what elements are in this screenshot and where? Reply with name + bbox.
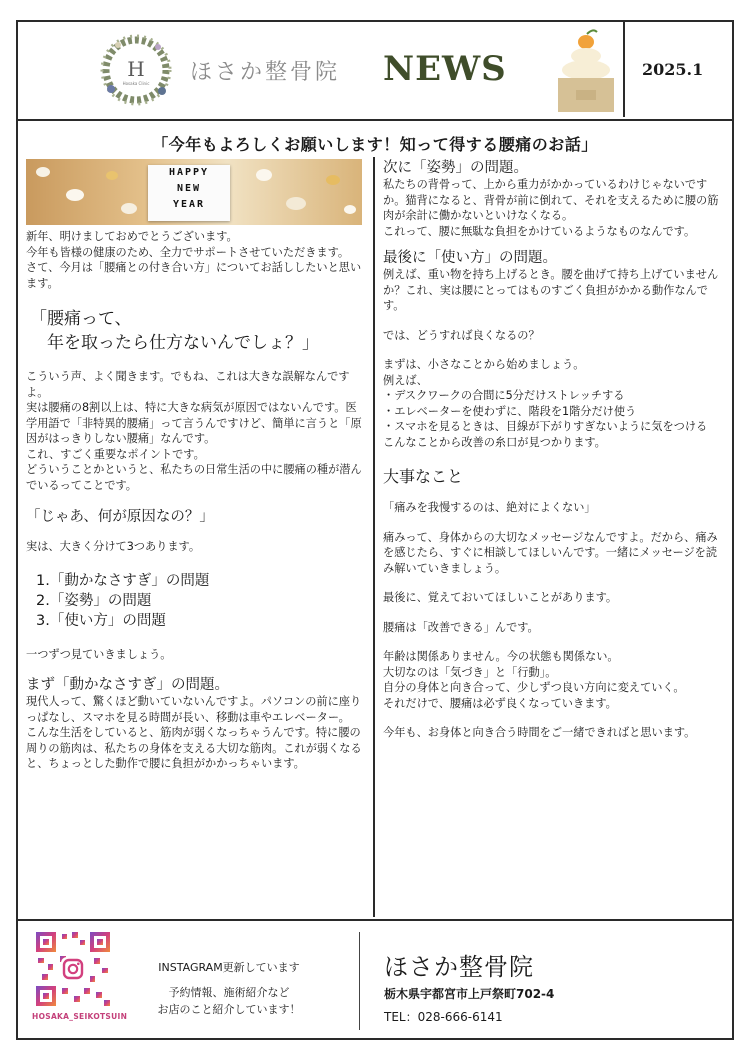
header	[18, 22, 732, 121]
one-by-one: 一つずつ見ていきましょう。	[26, 647, 172, 661]
subtext-line: お店のこと紹介しています！	[157, 1003, 301, 1016]
tip-item: ・エレベーターを使わずに、階段を1階分だけ使う	[383, 404, 637, 418]
quote-line: 年を取ったら仕方ないんでしょ？」	[30, 333, 319, 353]
paragraph: 大切なのは「気づき」と「行動」。	[383, 665, 557, 679]
paragraph: これ、すごく重要なポイントです。	[26, 447, 205, 461]
important-body: 痛みって、身体からの大切なメッセージなんですよ。だから、痛みを感じたら、すぐに相談してほしいんです。一緒にメッセージを読み解いていきましょう。	[383, 530, 718, 575]
headline: 「今年もよろしくお願いします！知って得する腰痛のお話」	[152, 135, 598, 154]
footer-clinic-name: ほさか整骨院	[384, 953, 534, 981]
logo-caption: Hosaka Clinic	[122, 81, 150, 86]
paragraph: 新年、明けましておめでとうございます。	[26, 230, 238, 243]
causes-list	[36, 571, 362, 631]
intro	[26, 229, 362, 291]
paragraph: 例えば、重い物を持ち上げるとき。腰を曲げて持ち上げていませんか？これ、実は腰にとってはものすごく負担がかかる動作なんです。	[383, 268, 719, 312]
section-title-posture: 次に「姿勢」の問題。	[383, 160, 528, 176]
qr-code-icon[interactable]	[34, 930, 112, 1008]
tip-item: ・デスクワークの合間に5分だけストレッチする	[383, 389, 625, 402]
paragraph: 私たちの背骨って、上から重力がかかっているわけじゃないですか。猫背になると、背骨が前に倒れて、それを支えるために腰の筋肉が余計に働かないといけなくなる。	[383, 178, 719, 222]
subtext-line: 予約情報、施術紹介など	[168, 986, 290, 999]
happy-new-year-board	[148, 165, 230, 221]
logo-monogram: H	[127, 57, 145, 81]
paragraph: それだけで、腰痛は必ず良くなっていきます。	[383, 696, 617, 710]
section-title-usage: 最後に「使い方」の問題。	[383, 250, 557, 266]
newsletter-page	[16, 20, 734, 1040]
clinic-name-header: ほさか整骨院	[190, 60, 341, 85]
paragraph: 現代人って、驚くほど動いていないんですよ。パソコンの前に座りっぱなし、スマホを見る時間が長い、移動は車やエレベーター。	[26, 695, 362, 724]
paragraph: こんなことから改善の糸口が見つかります。	[383, 435, 606, 449]
paragraph: 今年も皆様の健康のため、全力でサポートさせていただきます。	[26, 245, 350, 259]
causes-intro: 実は、大きく分けて3つあります。	[26, 540, 201, 553]
section-body-posture	[383, 177, 724, 239]
left-column	[26, 159, 362, 772]
instagram-subtext	[124, 984, 334, 1018]
last-intro: 最後に、覚えておいてほしいことがあります。	[383, 591, 618, 604]
board-line: YEAR	[172, 199, 206, 210]
then-question: では、どうすれば良くなるの？	[383, 328, 540, 342]
body-text	[26, 369, 362, 493]
paragraph: 実は腰痛の8割以上は、特に大きな病気が原因ではないんです。医学用語で「非特異的腰痛」って言うんですけど、簡単に言うと「原因がはっきりしない腰痛」なんです。	[26, 401, 362, 445]
improve-statement: 腰痛は「改善できる」んです。	[383, 620, 539, 634]
paragraph: これって、腰に無駄な負担をかけているようなものなんです。	[383, 224, 696, 238]
instagram-update: INSTAGRAM更新しています	[158, 961, 300, 974]
list-item: 3.「使い方」の問題	[36, 612, 166, 629]
header-divider	[623, 22, 625, 117]
board-line: HAPPY	[168, 167, 210, 178]
issue-date: 2025.1	[642, 60, 704, 79]
paragraph: まずは、小さなことから始めましょう。	[383, 358, 585, 371]
board-line: NEW	[176, 183, 202, 194]
footer-address: 栃木県宇都宮市上戸祭町702-4	[384, 987, 555, 1001]
start-small	[383, 357, 724, 450]
footer-divider	[18, 919, 732, 921]
new-year-photo	[26, 159, 362, 225]
section-body-movement	[26, 694, 362, 772]
paragraph: さて、今月は「腰痛との付き合い方」についてお話ししたいと思います。	[26, 261, 362, 290]
important-heading: 大事なこと	[383, 467, 464, 486]
kagami-mochi-icon	[550, 28, 622, 114]
paragraph: 例えば、	[383, 373, 428, 387]
tip-item: ・スマホを見るときは、目線が下がりすぎないように気をつける	[383, 420, 708, 433]
important-quote: 「痛みを我慢するのは、絶対によくない」	[383, 501, 596, 514]
final-message: 今年も、お身体と向き合う時間をご一緒できればと思います。	[383, 726, 696, 739]
qr-label: HOSAKA_SEIKOTSUIN	[32, 1012, 128, 1021]
section-title-movement: まず「動かなさすぎ」の問題。	[26, 677, 229, 693]
footer-vertical-divider	[359, 932, 360, 1030]
footer-tel[interactable]: TEL：028-666-6141	[384, 1010, 503, 1024]
paragraph: 年齢は関係ありません。今の状態も関係ない。	[383, 650, 619, 663]
list-item: 1.「動かなさすぎ」の問題	[36, 572, 210, 589]
wreath-logo-icon	[96, 31, 176, 109]
paragraph: こういう声、よく聞きます。でもね、これは大きな誤解なんですよ。	[26, 370, 350, 399]
paragraph: 自分の身体と向き合って、少しずつ良い方向に変えていく。	[383, 681, 685, 694]
news-title: NEWS	[383, 49, 507, 89]
list-item: 2.「姿勢」の問題	[36, 592, 152, 609]
paragraph: こんな生活をしていると、筋肉が弱くなっちゃうんです。特に腰の周りの筋肉は、私たちの身体を支える大切な筋肉。これが弱くなると、ちょっとした動作で腰に負担がかかっちゃいます。	[26, 726, 362, 770]
question-heading: 「じゃあ、何が原因なの？」	[26, 509, 214, 525]
right-column	[383, 159, 724, 741]
column-divider	[373, 157, 375, 917]
closing	[383, 649, 724, 711]
paragraph: どういうことかというと、私たちの日常生活の中に腰痛の種が潜んでいるってことです。	[26, 463, 362, 492]
pull-quote	[30, 307, 362, 355]
quote-line: 「腰痛って、	[30, 309, 132, 329]
